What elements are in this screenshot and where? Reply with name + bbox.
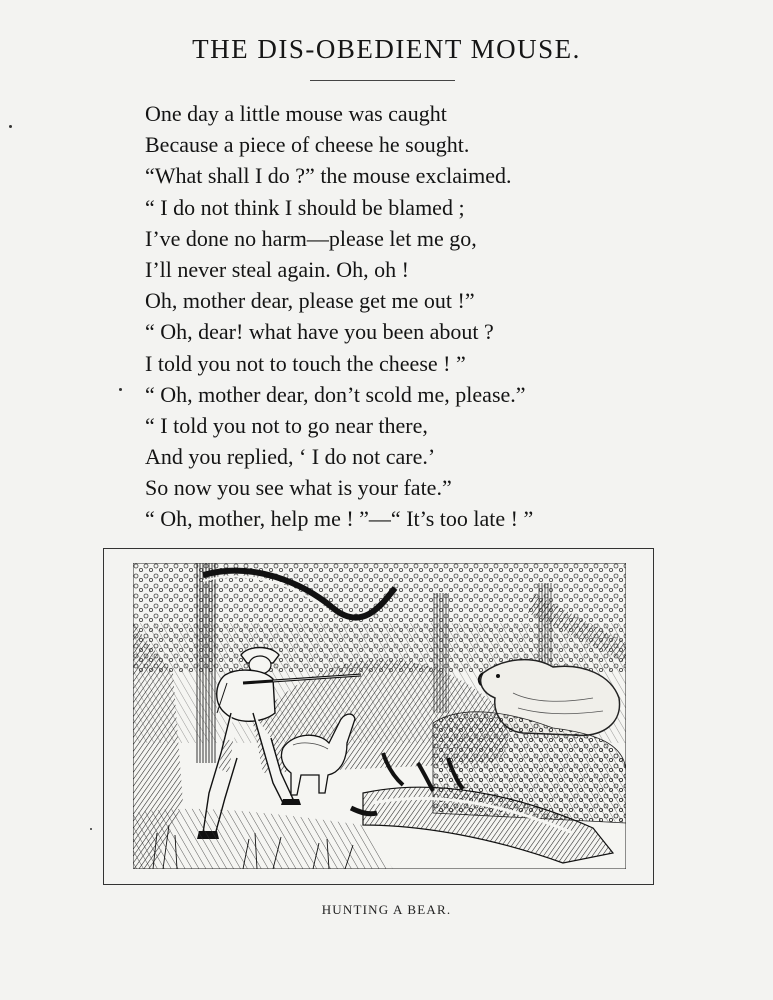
- poem-text: [145, 98, 665, 535]
- illustration-caption: HUNTING A BEAR.: [321, 902, 452, 917]
- poem-line: I’ll never steal again. Oh, oh !: [145, 256, 409, 282]
- poem-line: I’ve done no harm—please let me go,: [145, 225, 477, 251]
- poem-title: THE DIS-OBEDIENT MOUSE.: [192, 34, 581, 64]
- poem-line: I told you not to touch the cheese ! ”: [145, 350, 466, 376]
- poem-line: “ Oh, mother dear, don’t scold me, please.”: [145, 381, 526, 407]
- poem-line: “ I do not think I should be blamed ;: [145, 194, 465, 220]
- poem-line: And you replied, ‘ I do not care.’: [145, 444, 436, 470]
- poem-line: “ Oh, dear! what have you been about ?: [145, 319, 494, 345]
- hunting-bear-engraving: [133, 563, 626, 869]
- title-divider: [310, 80, 455, 81]
- poem-line: Because a piece of cheese he sought.: [145, 132, 470, 158]
- poem-line: One day a little mouse was caught: [145, 101, 447, 126]
- page-speck: [119, 388, 122, 391]
- tree-trunk: [195, 563, 217, 763]
- poem-line: “What shall I do ?” the mouse exclaimed.: [145, 163, 512, 189]
- page-speck: [9, 125, 12, 128]
- poem-line: “ Oh, mother, help me ! ”—“ It’s too late ! ”: [145, 506, 534, 532]
- page-speck: [90, 828, 92, 830]
- poem-line: So now you see what is your fate.”: [145, 475, 452, 501]
- poem-line: “ I told you not to go near there,: [145, 412, 428, 438]
- poem-line: Oh, mother dear, please get me out !”: [145, 288, 475, 314]
- illustration-frame: [103, 548, 654, 885]
